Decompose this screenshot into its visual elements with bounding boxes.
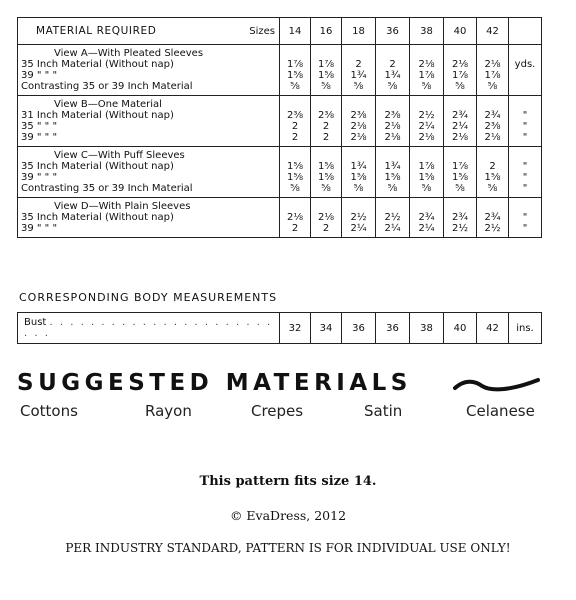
- yardage-value: ⅝: [353, 81, 364, 92]
- size-values-cell: [444, 45, 477, 96]
- yardage-value: ⅝: [421, 183, 432, 194]
- unit-label: ": [522, 161, 528, 172]
- yardage-value: 1⅝: [350, 172, 367, 183]
- bust-value: 40: [444, 313, 477, 344]
- table-header-row: [18, 18, 542, 45]
- fabric-line: 31 Inch Material (Without nap): [21, 110, 174, 121]
- spacer: [410, 99, 443, 110]
- spacer: [444, 150, 476, 161]
- spacer: [509, 201, 541, 212]
- size-header: 36: [376, 18, 410, 45]
- size-values-cell: [311, 96, 342, 147]
- yardage-value: 2⅜: [286, 110, 304, 121]
- material-cottons: Cottons: [20, 402, 78, 420]
- material-required-table: [17, 17, 542, 238]
- spacer: [376, 201, 409, 212]
- size-values-cell: [376, 45, 410, 96]
- view-title: View D—With Plain Sleeves: [54, 201, 191, 212]
- bust-value: 34: [311, 313, 342, 344]
- yardage-value: 2⅛: [451, 59, 469, 70]
- yardage-value: 2½: [418, 110, 435, 121]
- bust-value: 36: [376, 313, 410, 344]
- yardage-value: 2¼: [350, 223, 367, 234]
- yardage-value: 2: [291, 121, 299, 132]
- yardage-value: 2⅛: [384, 121, 401, 132]
- size-header: 40: [444, 18, 477, 45]
- unit-label: ": [522, 121, 528, 132]
- bust-value: 38: [410, 313, 444, 344]
- fabric-lines: [18, 212, 279, 234]
- size-header: 14: [280, 18, 311, 45]
- spacer: [311, 201, 341, 212]
- spacer: [376, 48, 409, 59]
- unit-label: [509, 81, 541, 92]
- spacer: [410, 201, 443, 212]
- leader-dots: . . . . . . . . . . . . . . . . . . . . . . . . .: [24, 317, 273, 339]
- material-crepes: Crepes: [251, 402, 304, 420]
- yardage-value: 1⅝: [484, 172, 501, 183]
- fabric-line: 35 Inch Material (Without nap): [21, 161, 174, 172]
- body-measurements-table: [17, 312, 542, 344]
- material-satin: Satin: [364, 402, 403, 420]
- size-values-cell: [280, 147, 311, 198]
- yardage-value: 2¼: [384, 223, 401, 234]
- fabric-line: Contrasting 35 or 39 Inch Material: [21, 81, 193, 92]
- group-label-cell: [18, 96, 280, 147]
- spacer: [444, 99, 476, 110]
- fabric-line: 35 Inch Material (Without nap): [21, 59, 174, 70]
- yardage-value: ⅝: [487, 81, 498, 92]
- size-values-cell: [342, 45, 376, 96]
- yardage-value: 2⅜: [350, 110, 367, 121]
- spacer: [477, 150, 508, 161]
- unit-header: [509, 18, 542, 45]
- size-values-cell: [311, 45, 342, 96]
- bust-row: [18, 313, 542, 344]
- yardage-value: 2⅛: [418, 59, 435, 70]
- yardage-value: 2½: [350, 212, 367, 223]
- size-header: 16: [311, 18, 342, 45]
- unit-label: ": [522, 223, 528, 234]
- yardage-value: ⅝: [290, 81, 300, 92]
- size-values-cell: [280, 198, 311, 238]
- material-group-row: [18, 96, 542, 147]
- yardage-value: 2½: [484, 223, 501, 234]
- size-values-cell: [477, 45, 509, 96]
- yardage-value: ⅝: [321, 183, 331, 194]
- yardage-value: 2⅛: [484, 59, 501, 70]
- swash-flourish-icon: [452, 374, 542, 396]
- yardage-value: 2: [322, 121, 330, 132]
- spacer: [477, 201, 508, 212]
- yardage-value: 2: [322, 223, 330, 234]
- size-values-cell: [280, 96, 311, 147]
- yardage-value: ⅝: [455, 81, 465, 92]
- yardage-value: 2: [489, 161, 496, 172]
- yardage-value: ⅝: [455, 183, 465, 194]
- fabric-line: 35 " " ": [21, 121, 58, 132]
- spacer: [311, 150, 341, 161]
- yardage-value: 1⅝: [317, 161, 335, 172]
- spacer: [444, 48, 476, 59]
- spacer: [376, 99, 409, 110]
- yardage-value: 1⅞: [286, 59, 304, 70]
- yardage-value: 1¾: [350, 161, 367, 172]
- spacer: [342, 201, 375, 212]
- bust-unit: ins.: [509, 313, 542, 344]
- size-values-cell: [342, 198, 376, 238]
- yardage-value: 2⅛: [317, 212, 335, 223]
- size-fit-note: This pattern fits size 14.: [199, 474, 377, 489]
- unit-label: ": [522, 212, 528, 223]
- yardage-value: 2¼: [418, 223, 435, 234]
- unit-cell: [509, 147, 542, 198]
- unit-label: [509, 70, 541, 81]
- yardage-value: ⅝: [387, 81, 398, 92]
- spacer: [280, 48, 310, 59]
- size-values-cell: [311, 198, 342, 238]
- size-values-cell: [376, 147, 410, 198]
- group-label-cell: [18, 45, 280, 96]
- size-values-cell: [311, 147, 342, 198]
- material-required-heading: MATERIAL REQUIRED: [36, 24, 157, 37]
- spacer: [280, 201, 310, 212]
- size-values-cell: [410, 45, 444, 96]
- size-values-cell: [342, 147, 376, 198]
- material-rayon: Rayon: [145, 402, 192, 420]
- sizes-label: Sizes: [249, 25, 275, 37]
- spacer: [509, 48, 541, 59]
- yardage-value: 1¾: [384, 70, 401, 81]
- unit-label: ": [522, 172, 528, 183]
- yardage-value: 1⅝: [317, 172, 335, 183]
- yardage-value: 2¾: [451, 110, 469, 121]
- yardage-value: 2⅛: [418, 132, 435, 143]
- yardage-value: 1⅝: [384, 172, 401, 183]
- unit-cell: [509, 198, 542, 238]
- unit-label: ": [522, 183, 528, 194]
- yardage-value: ⅝: [487, 183, 498, 194]
- yardage-value: 2¾: [451, 212, 469, 223]
- material-group-row: [18, 198, 542, 238]
- view-title: View C—With Puff Sleeves: [54, 150, 185, 161]
- spacer: [509, 150, 541, 161]
- fabric-line: 35 Inch Material (Without nap): [21, 212, 174, 223]
- material-group-row: [18, 147, 542, 198]
- yardage-value: ⅝: [353, 183, 364, 194]
- bust-value: 32: [280, 313, 311, 344]
- size-values-cell: [376, 96, 410, 147]
- group-label-cell: [18, 198, 280, 238]
- yardage-value: 1⅞: [451, 161, 469, 172]
- spacer: [376, 150, 409, 161]
- fabric-line: 39 " " ": [21, 132, 58, 143]
- material-celanese: Celanese: [466, 402, 535, 420]
- yardage-value: ⅝: [421, 81, 432, 92]
- size-values-cell: [477, 147, 509, 198]
- yardage-value: 2: [389, 59, 396, 70]
- spacer: [280, 150, 310, 161]
- size-header: 18: [342, 18, 376, 45]
- group-label-cell: [18, 147, 280, 198]
- yardage-value: 2: [355, 59, 362, 70]
- suggested-materials-heading: SUGGESTED MATERIALS: [17, 370, 412, 396]
- yardage-value: 2⅛: [384, 132, 401, 143]
- bust-value: 42: [477, 313, 509, 344]
- view-title: View B—One Material: [54, 99, 162, 110]
- yardage-value: 2¾: [418, 212, 435, 223]
- spacer: [410, 48, 443, 59]
- spacer: [342, 99, 375, 110]
- fabric-lines: [18, 110, 279, 143]
- size-values-cell: [444, 147, 477, 198]
- fabric-line: 39 " " ": [21, 223, 58, 234]
- yardage-value: 1⅞: [418, 161, 435, 172]
- yardage-value: 2½: [451, 223, 469, 234]
- fabric-line: 39 " " ": [21, 172, 58, 183]
- material-group-row: [18, 45, 542, 96]
- yardage-value: 2¾: [484, 110, 501, 121]
- usage-notice: PER INDUSTRY STANDARD, PATTERN IS FOR INDIVIDUAL USE ONLY!: [65, 541, 511, 555]
- unit-label: ": [522, 110, 528, 121]
- yardage-value: 1⅝: [451, 172, 469, 183]
- unit-label: yds.: [514, 59, 536, 70]
- yardage-value: 2¼: [451, 121, 469, 132]
- yardage-value: 1¾: [350, 70, 367, 81]
- yardage-value: 2⅜: [384, 110, 401, 121]
- yardage-value: 1⅞: [317, 59, 335, 70]
- yardage-value: 1⅝: [418, 172, 435, 183]
- yardage-value: 1⅞: [484, 70, 501, 81]
- size-values-cell: [444, 96, 477, 147]
- fabric-lines: [18, 59, 279, 92]
- size-header: 38: [410, 18, 444, 45]
- yardage-value: 2⅛: [451, 132, 469, 143]
- yardage-value: 2: [322, 132, 330, 143]
- spacer: [311, 48, 341, 59]
- yardage-value: 1¾: [384, 161, 401, 172]
- yardage-value: 2⅜: [484, 121, 501, 132]
- yardage-value: 2¾: [484, 212, 501, 223]
- spacer: [342, 150, 375, 161]
- size-values-cell: [342, 96, 376, 147]
- bust-label: Bust: [24, 317, 47, 328]
- size-values-cell: [410, 96, 444, 147]
- spacer: [477, 99, 508, 110]
- spacer: [311, 99, 341, 110]
- yardage-value: 2¼: [418, 121, 435, 132]
- size-values-cell: [444, 198, 477, 238]
- yardage-value: 1⅞: [451, 70, 469, 81]
- fabric-lines: [18, 161, 279, 194]
- size-values-cell: [410, 147, 444, 198]
- fabric-line: Contrasting 35 or 39 Inch Material: [21, 183, 193, 194]
- size-header: 42: [477, 18, 509, 45]
- yardage-value: 1⅝: [286, 161, 304, 172]
- bust-value: 36: [342, 313, 376, 344]
- spacer: [477, 48, 508, 59]
- unit-cell: [509, 45, 542, 96]
- size-values-cell: [410, 198, 444, 238]
- spacer: [410, 150, 443, 161]
- size-values-cell: [477, 96, 509, 147]
- yardage-value: 2: [291, 223, 299, 234]
- spacer: [280, 99, 310, 110]
- yardage-value: 2: [291, 132, 299, 143]
- size-values-cell: [280, 45, 311, 96]
- unit-cell: [509, 96, 542, 147]
- view-title: View A—With Pleated Sleeves: [54, 48, 204, 59]
- yardage-value: 2⅜: [317, 110, 335, 121]
- spacer: [444, 201, 476, 212]
- header-cell: [18, 18, 280, 45]
- size-values-cell: [376, 198, 410, 238]
- yardage-value: ⅝: [387, 183, 398, 194]
- fabric-line: 39 " " ": [21, 70, 58, 81]
- yardage-value: 2½: [384, 212, 401, 223]
- yardage-value: 1⅝: [286, 70, 304, 81]
- copyright-line: © EvaDress, 2012: [229, 508, 347, 523]
- spacer: [509, 99, 541, 110]
- yardage-value: 1⅝: [286, 172, 304, 183]
- yardage-value: 1⅞: [418, 70, 435, 81]
- yardage-value: 1⅝: [317, 70, 335, 81]
- yardage-value: 2⅛: [350, 132, 367, 143]
- unit-label: ": [522, 132, 528, 143]
- spacer: [342, 48, 375, 59]
- yardage-value: 2⅛: [484, 132, 501, 143]
- yardage-value: ⅝: [290, 183, 300, 194]
- yardage-value: ⅝: [321, 81, 331, 92]
- bust-label-cell: [18, 313, 280, 344]
- yardage-value: 2⅛: [286, 212, 304, 223]
- yardage-value: 2⅛: [350, 121, 367, 132]
- body-measurements-heading: CORRESPONDING BODY MEASUREMENTS: [19, 291, 278, 304]
- size-values-cell: [477, 198, 509, 238]
